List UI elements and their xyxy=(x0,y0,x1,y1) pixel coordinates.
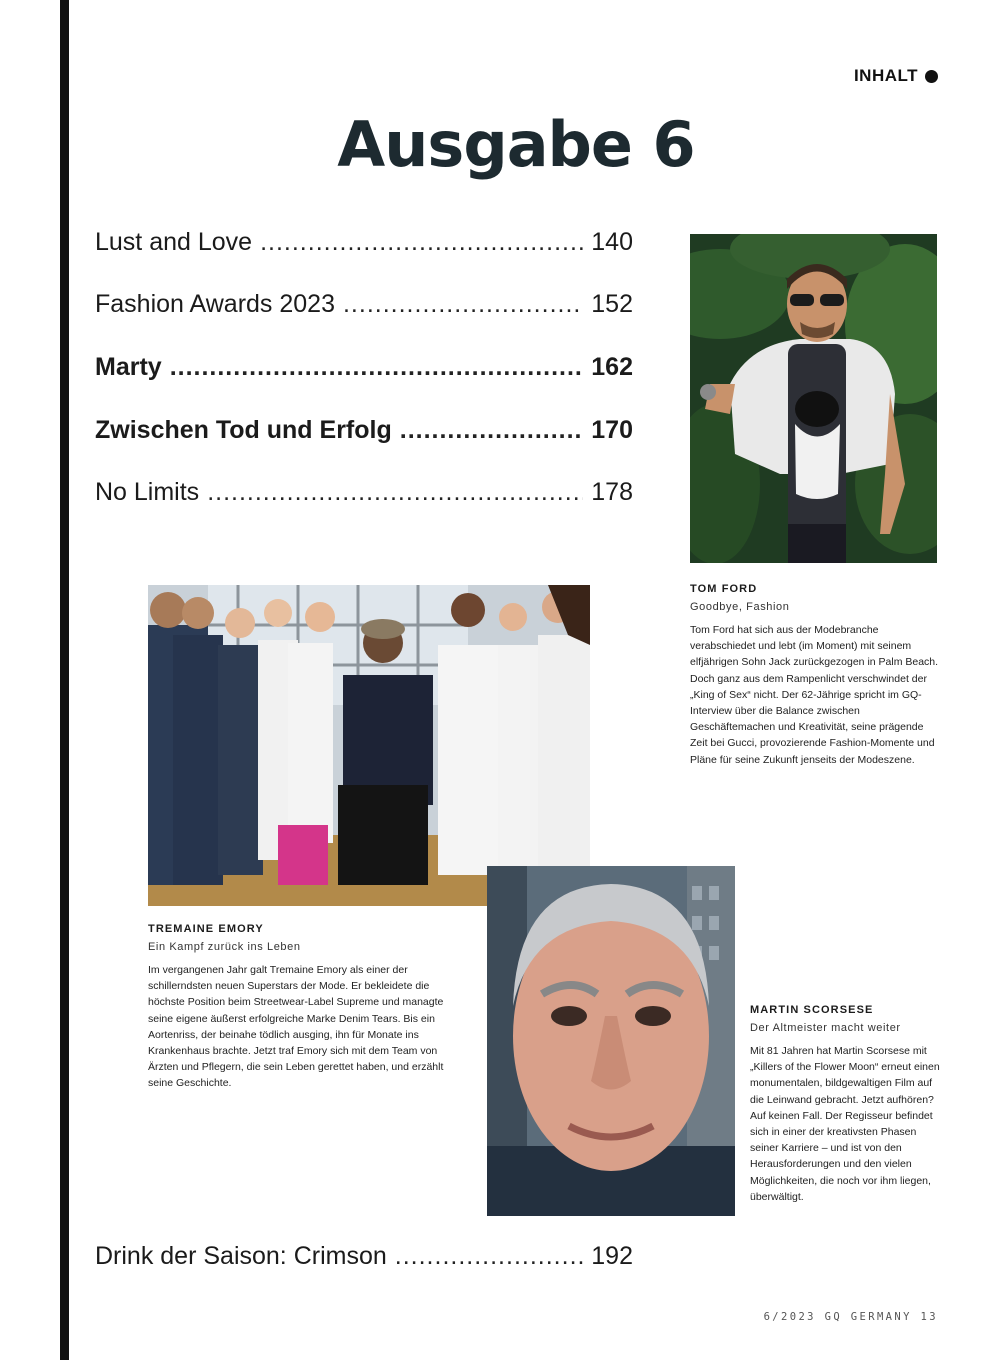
tremaine-emory-photo xyxy=(148,585,590,906)
toc-entry-title: Fashion Awards 2023 xyxy=(95,290,335,318)
toc-leader-dots xyxy=(395,1242,584,1271)
article-teaser: Tom Ford hat sich aus der Modebranche verabschiedet und lebt (im Moment) mit seinem elfjährigen Sohn Jack zurückgezogen in Palm Beach. Doch ganz aus dem Rampenlicht verschwindet der „King of Sex“ nicht. Der 62-Jährige spricht im GQ-Interview über die Balance zwischen Geschäftemachen und Kreativität, seine prägende Zeit bei Gucci, provozierende Fashion-Momente und Pläne für seine Zukunft jenseits der Modeszene. xyxy=(690,624,939,766)
toc-leader-dots xyxy=(207,478,583,507)
article-subtitle: Goodbye, Fashion xyxy=(690,601,790,613)
article-teaser: Mit 81 Jahren hat Martin Scorsese mit „Killers of the Flower Moon“ erneut einen monumentalen, bildgewaltigen Film auf die Leinwand gebracht. Jetzt aufhören? Auf keinen Fall. Der Regisseur befindet sich in einer der kreativsten Phasen seiner Karriere – und ist von den Herausforderungen und den vielen Möglichkeiten, die noch vor ihm liegen, überwältigt. xyxy=(750,1045,940,1203)
toc-row[interactable] xyxy=(95,478,633,514)
section-label-text: INHALT xyxy=(853,66,918,85)
toc-row[interactable] xyxy=(95,353,633,389)
toc-page-number: 152 xyxy=(591,290,633,318)
toc-leader-dots xyxy=(170,353,584,382)
toc-entry-title: Zwischen Tod und Erfolg xyxy=(95,416,392,444)
bullet-dot-icon xyxy=(925,70,938,83)
article-name: TOM FORD xyxy=(690,583,758,595)
toc-entry-title: Drink der Saison: Crimson xyxy=(95,1242,387,1270)
toc-leader-dots xyxy=(260,228,583,257)
toc-row[interactable] xyxy=(95,416,633,452)
article-name: TREMAINE EMORY xyxy=(148,923,264,935)
toc-leader-dots xyxy=(400,416,584,445)
article-subtitle: Der Altmeister macht weiter xyxy=(750,1022,901,1034)
tom-ford-caption xyxy=(690,583,940,768)
page-title: Ausgabe 6 xyxy=(337,108,695,181)
toc-page-number: 162 xyxy=(591,353,633,381)
page-footer: 6/2023 GQ GERMANY 13 xyxy=(763,1311,938,1323)
martin-scorsese-caption xyxy=(750,1004,940,1205)
section-label xyxy=(854,66,938,86)
toc-page-number: 170 xyxy=(591,416,633,444)
toc-row[interactable] xyxy=(95,290,633,326)
toc-row[interactable] xyxy=(95,228,633,264)
article-name: MARTIN SCORSESE xyxy=(750,1004,874,1016)
toc-entry-title: No Limits xyxy=(95,478,200,506)
article-subtitle: Ein Kampf zurück ins Leben xyxy=(148,941,301,953)
toc-page-number: 178 xyxy=(591,478,633,506)
toc-entry-title: Lust and Love xyxy=(95,228,253,256)
tom-ford-photo xyxy=(690,234,937,563)
toc-leader-dots xyxy=(343,290,583,319)
article-teaser: Im vergangenen Jahr galt Tremaine Emory als einer der schillerndsten neuen Superstars der Mode. Er bekleidete die höchste Position beim Streetwear-Label Supreme und managte seine eigene äußerst erfolgreiche Marke Denim Tears. Bis ein Aortenriss, der beinahe tödlich ausging, ihn für Monate ins Krankenhaus brachte. Jetzt traf Emory sich mit dem Team von Ärzten und Pflegern, die sein Leben gerettet haben, und erzählt seine Geschichte. xyxy=(148,964,444,1090)
toc-page-number: 192 xyxy=(591,1242,633,1270)
toc-row[interactable] xyxy=(95,1242,633,1278)
page-spine-bar xyxy=(60,0,69,1360)
martin-scorsese-photo xyxy=(487,866,735,1216)
tremaine-emory-caption xyxy=(148,923,448,1092)
toc-page-number: 140 xyxy=(591,228,633,256)
toc-entry-title: Marty xyxy=(95,353,162,381)
